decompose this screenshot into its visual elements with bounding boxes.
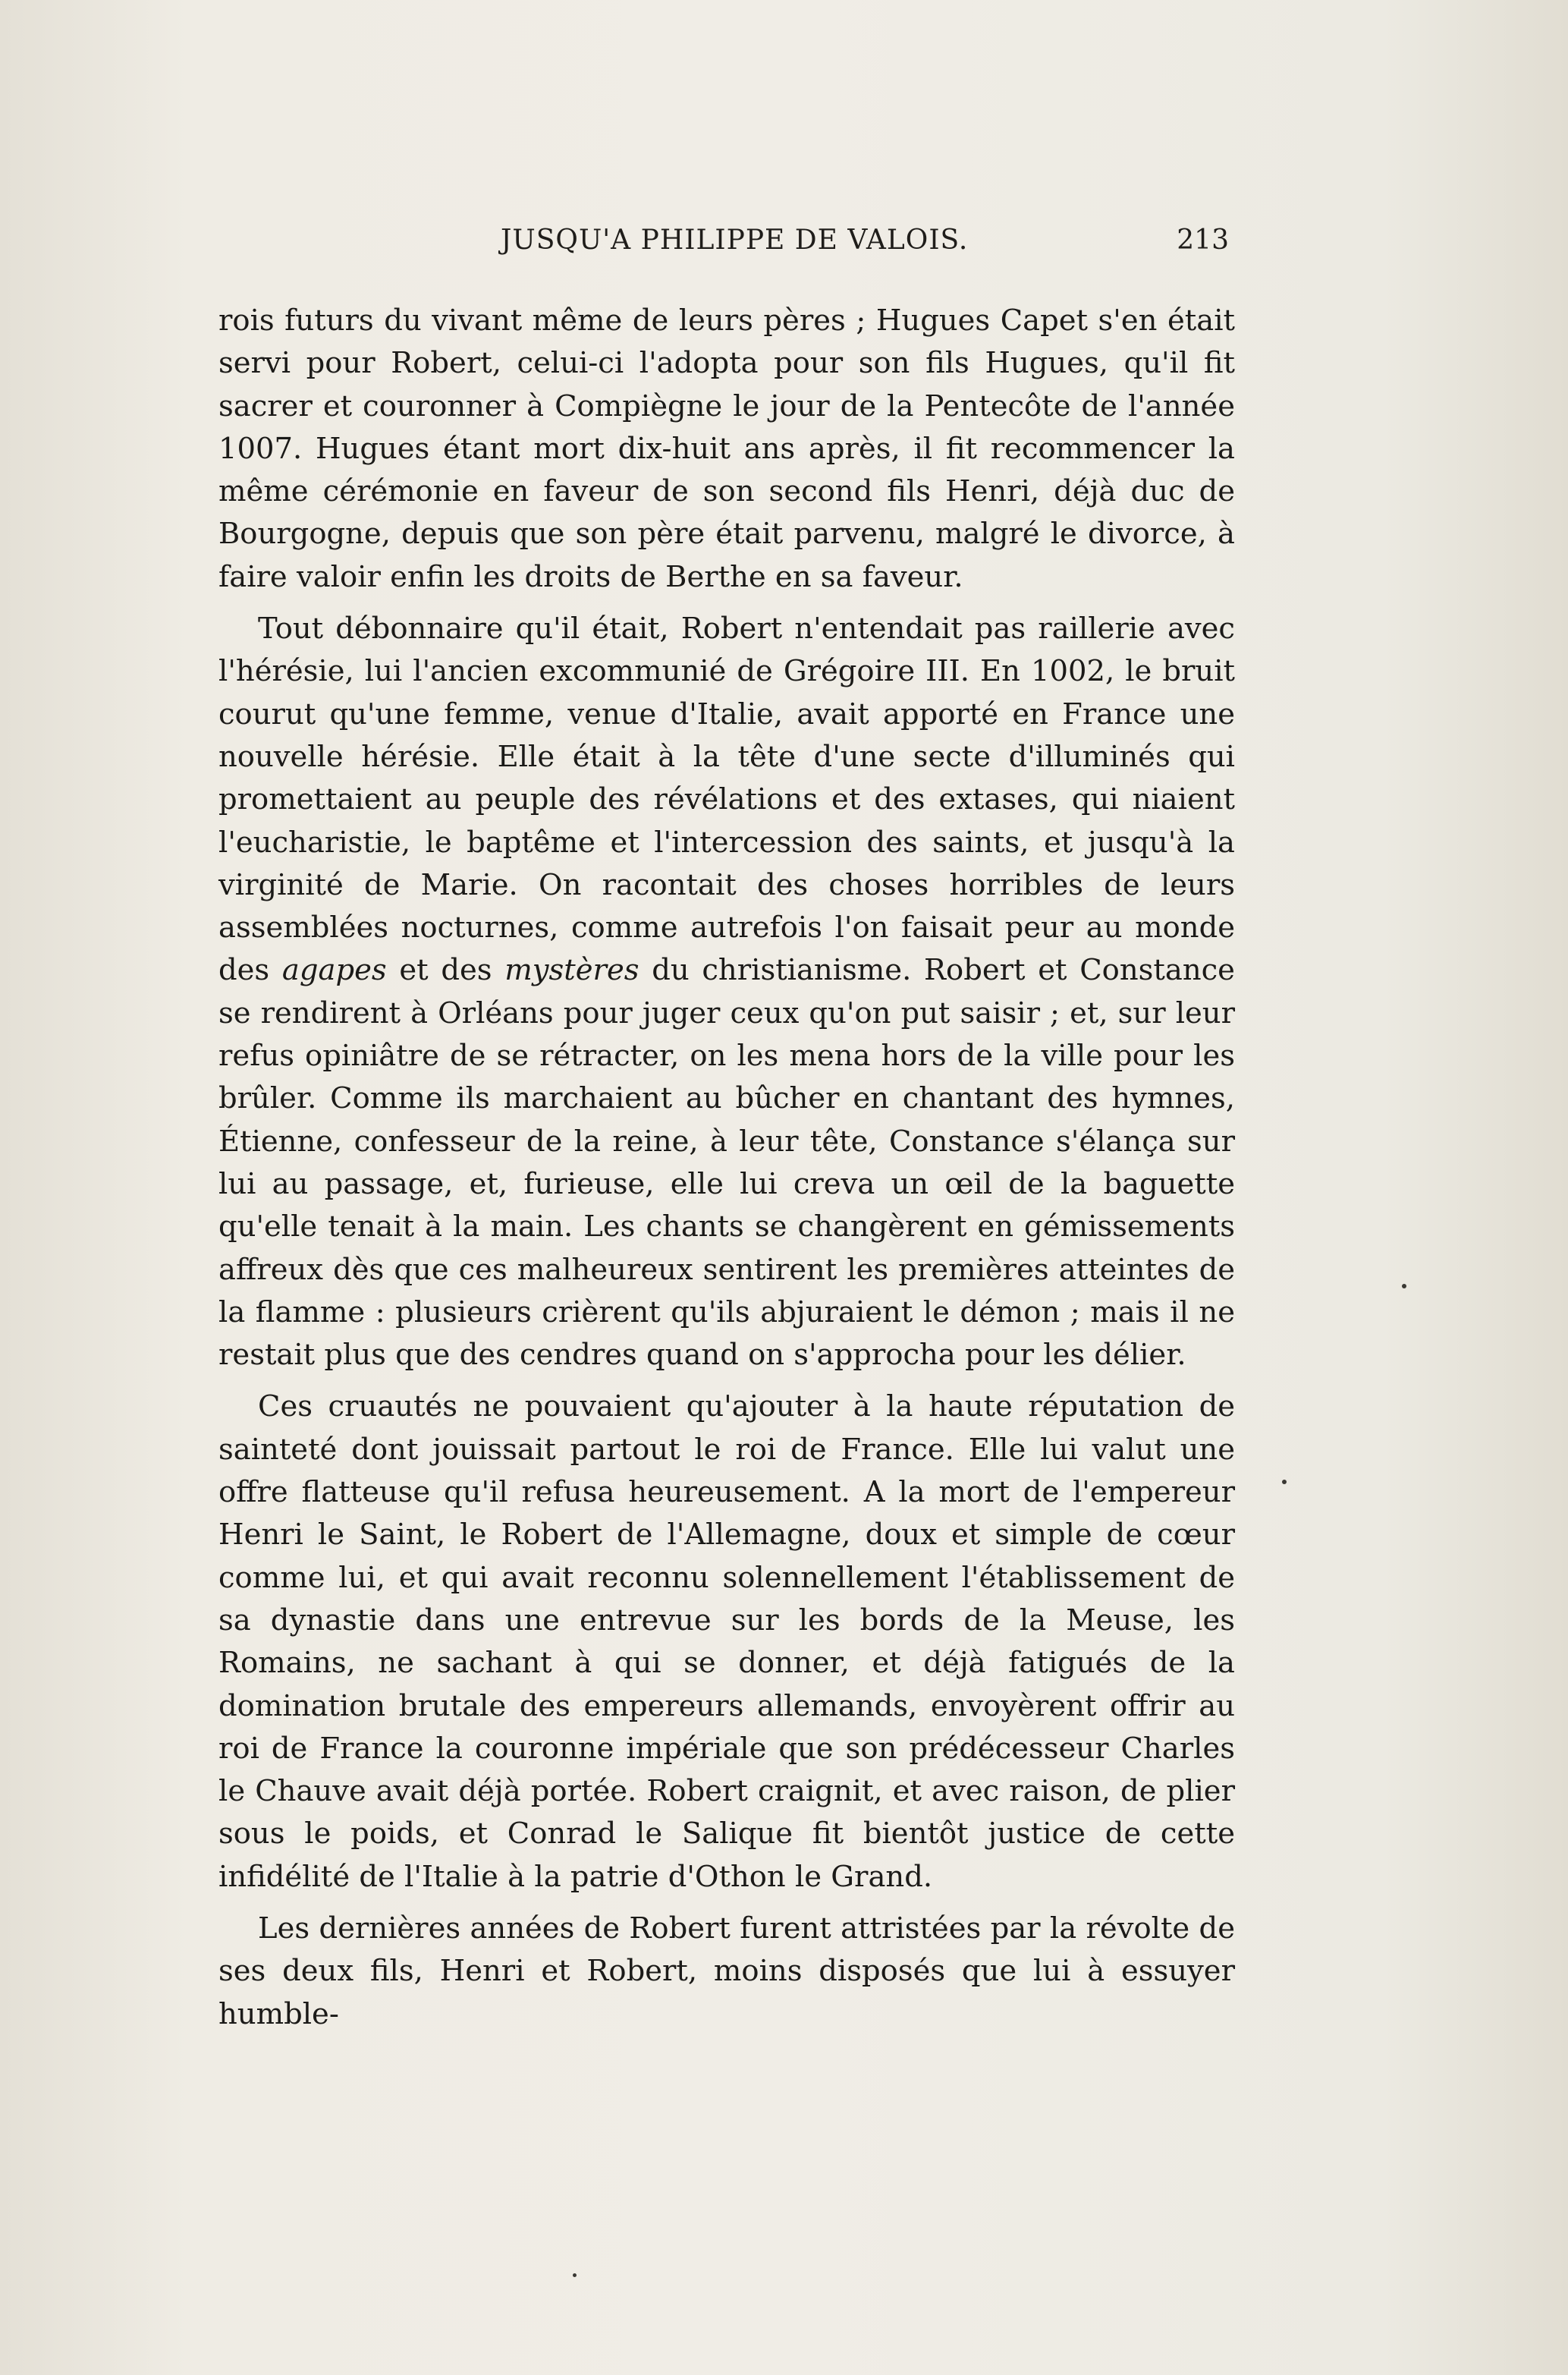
paragraph-2-part-2: et des: [386, 953, 505, 988]
paper-speck: [1402, 1284, 1406, 1288]
paragraph-2-part-3: du christianisme. Robert et Constance se rendirent à Orléans pour juger ceux qu'on put saisir ; et, sur leur refus opiniâtre de se rétracter, on les mena hors de la ville pour les brûler. Comme ils marchaient au bûcher en chantant des hymnes, Étienne, confesseur de la reine, à leur tête, Constance s'élança sur lui au passage, et, furieuse, elle lui creva un œil de la baguette qu'elle tenait à la main. Les chants se changèrent en gémissements affreux dès que ces malheureux sentirent les premières atteintes de la flamme : plusieurs crièrent qu'ils abjuraient le démon ; mais il ne restait plus que des cendres quand on s'approcha pour les délier.: [218, 953, 1235, 1373]
paragraph-2-part-1: Tout débonnaire qu'il était, Robert n'entendait pas raillerie avec l'hérésie, lui l'ancien excommunié de Grégoire III. En 1002, le bruit courut qu'une femme, venue d'Italie, avait apporté en France une nouvelle hérésie. Elle était à la tête d'une secte d'illuminés qui promettaient au peuple des révélations et des extases, qui niaient l'eucharistie, le baptême et l'intercession des saints, et jusqu'à la virginité de Marie. On racontait des choses horribles de leurs assemblées nocturnes, comme autrefois l'on faisait peur au monde des: [218, 612, 1235, 988]
paper-speck: [573, 2273, 577, 2277]
running-head: [501, 225, 1229, 270]
italic-term-agapes: agapes: [281, 953, 387, 988]
paragraph-1: rois futurs du vivant même de leurs pères ; Hugues Capet s'en était servi pour Robert, celui-ci l'adopta pour son fils Hugues, qu'il fit sacrer et couronner à Compiègne le jour de la Pentecôte de l'année 1007. Hugues étant mort dix-huit ans après, il fit recommencer la même cérémonie en faveur de son second fils Henri, déjà duc de Bourgogne, depuis que son père était parvenu, malgré le divorce, à faire valoir enfin les droits de Berthe en sa faveur.: [218, 304, 1235, 594]
paragraph-2: [218, 608, 1235, 1376]
running-title: JUSQU'A PHILIPPE DE VALOIS.: [501, 225, 969, 256]
paper-speck: [1282, 1480, 1287, 1484]
paragraph-4: Les dernières années de Robert furent attristées par la révolte de ses deux fils, Henri et Robert, moins disposés que lui à essuyer humble-: [218, 1911, 1235, 2031]
paragraph-3: Ces cruautés ne pouvaient qu'ajouter à la haute réputation de sainteté dont jouissait partout le roi de France. Elle lui valut une offre flatteuse qu'il refusa heureusement. A la mort de l'empereur Henri le Saint, le Robert de l'Allemagne, doux et simple de cœur comme lui, et qui avait reconnu solennellement l'établissement de sa dynastie dans une entrevue sur les bords de la Meuse, les Romains, ne sachant à qui se donner, et déjà fatigués de la domination brutale des empereurs allemands, envoyèrent offrir au roi de France la couronne impériale que son prédécesseur Charles le Chauve avait déjà portée. Robert craignit, et avec raison, de plier sous le poids, et Conrad le Salique fit bientôt justice de cette infidélité de l'Italie à la patrie d'Othon le Grand.: [218, 1389, 1235, 1894]
body-text: [218, 300, 1235, 2045]
page-number: 213: [1177, 225, 1229, 256]
italic-term-mysteres: mystères: [504, 953, 639, 988]
